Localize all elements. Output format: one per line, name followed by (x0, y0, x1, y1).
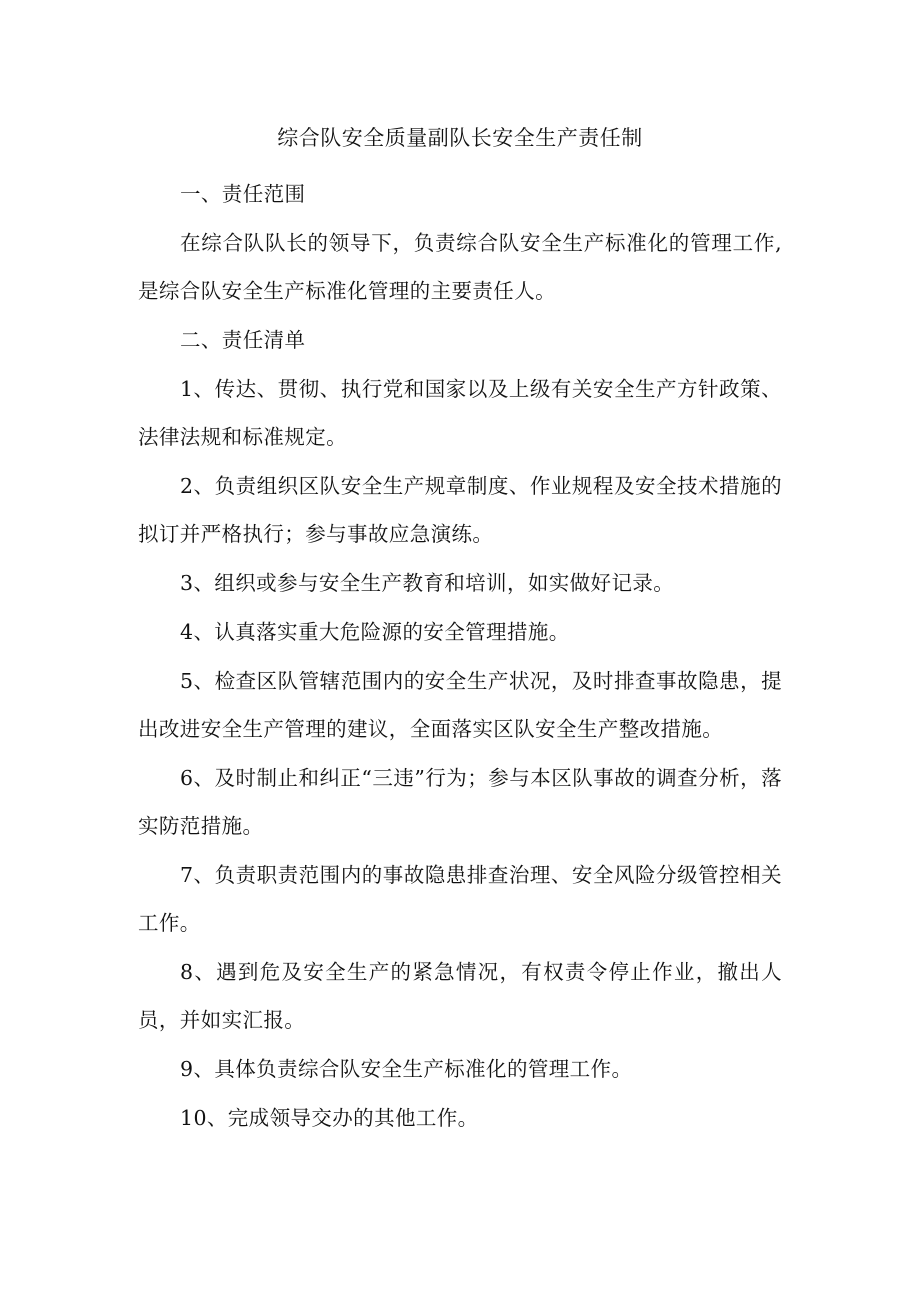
list-item-4: 4、认真落实重大危险源的安全管理措施。 (180, 620, 570, 644)
list-item-2: 2、负责组织区队安全生产规章制度、作业规程及安全技术措施的拟订并严格执行；参与事故应急演练。 (138, 474, 782, 546)
list-item-6: 6、及时制止和纠正“三违”行为；参与本区队事故的调查分析，落实防范措施。 (138, 766, 782, 838)
scope-paragraph: 在综合队队长的领导下，负责综合队安全生产标准化的管理工作,是综合队安全生产标准化管理的主要责任人。 (138, 231, 782, 303)
list-item-5: 5、检查区队管辖范围内的安全生产状况，及时排查事故隐患，提出改进安全生产管理的建议，全面落实区队安全生产整改措施。 (138, 669, 782, 741)
section-heading-scope: 一、责任范围 (180, 182, 306, 206)
document-body (138, 170, 782, 1143)
list-item-7: 7、负责职责范围内的事故隐患排查治理、安全风险分级管控相关工作。 (138, 863, 782, 935)
section-heading-list: 二、责任清单 (180, 328, 306, 352)
list-item-8: 8、遇到危及安全生产的紧急情况，有权责令停止作业，撤出人员，并如实汇报。 (138, 960, 782, 1032)
document-title: 综合队安全质量副队长安全生产责任制 (277, 126, 643, 150)
list-item-9: 9、具体负责综合队安全生产标准化的管理工作。 (180, 1057, 633, 1081)
list-item-1: 1、传达、贯彻、执行党和国家以及上级有关安全生产方针政策、法律法规和标准规定。 (138, 377, 782, 449)
list-item-3: 3、组织或参与安全生产教育和培训，如实做好记录。 (180, 571, 675, 595)
list-item-10: 10、完成领导交办的其他工作。 (180, 1106, 479, 1130)
